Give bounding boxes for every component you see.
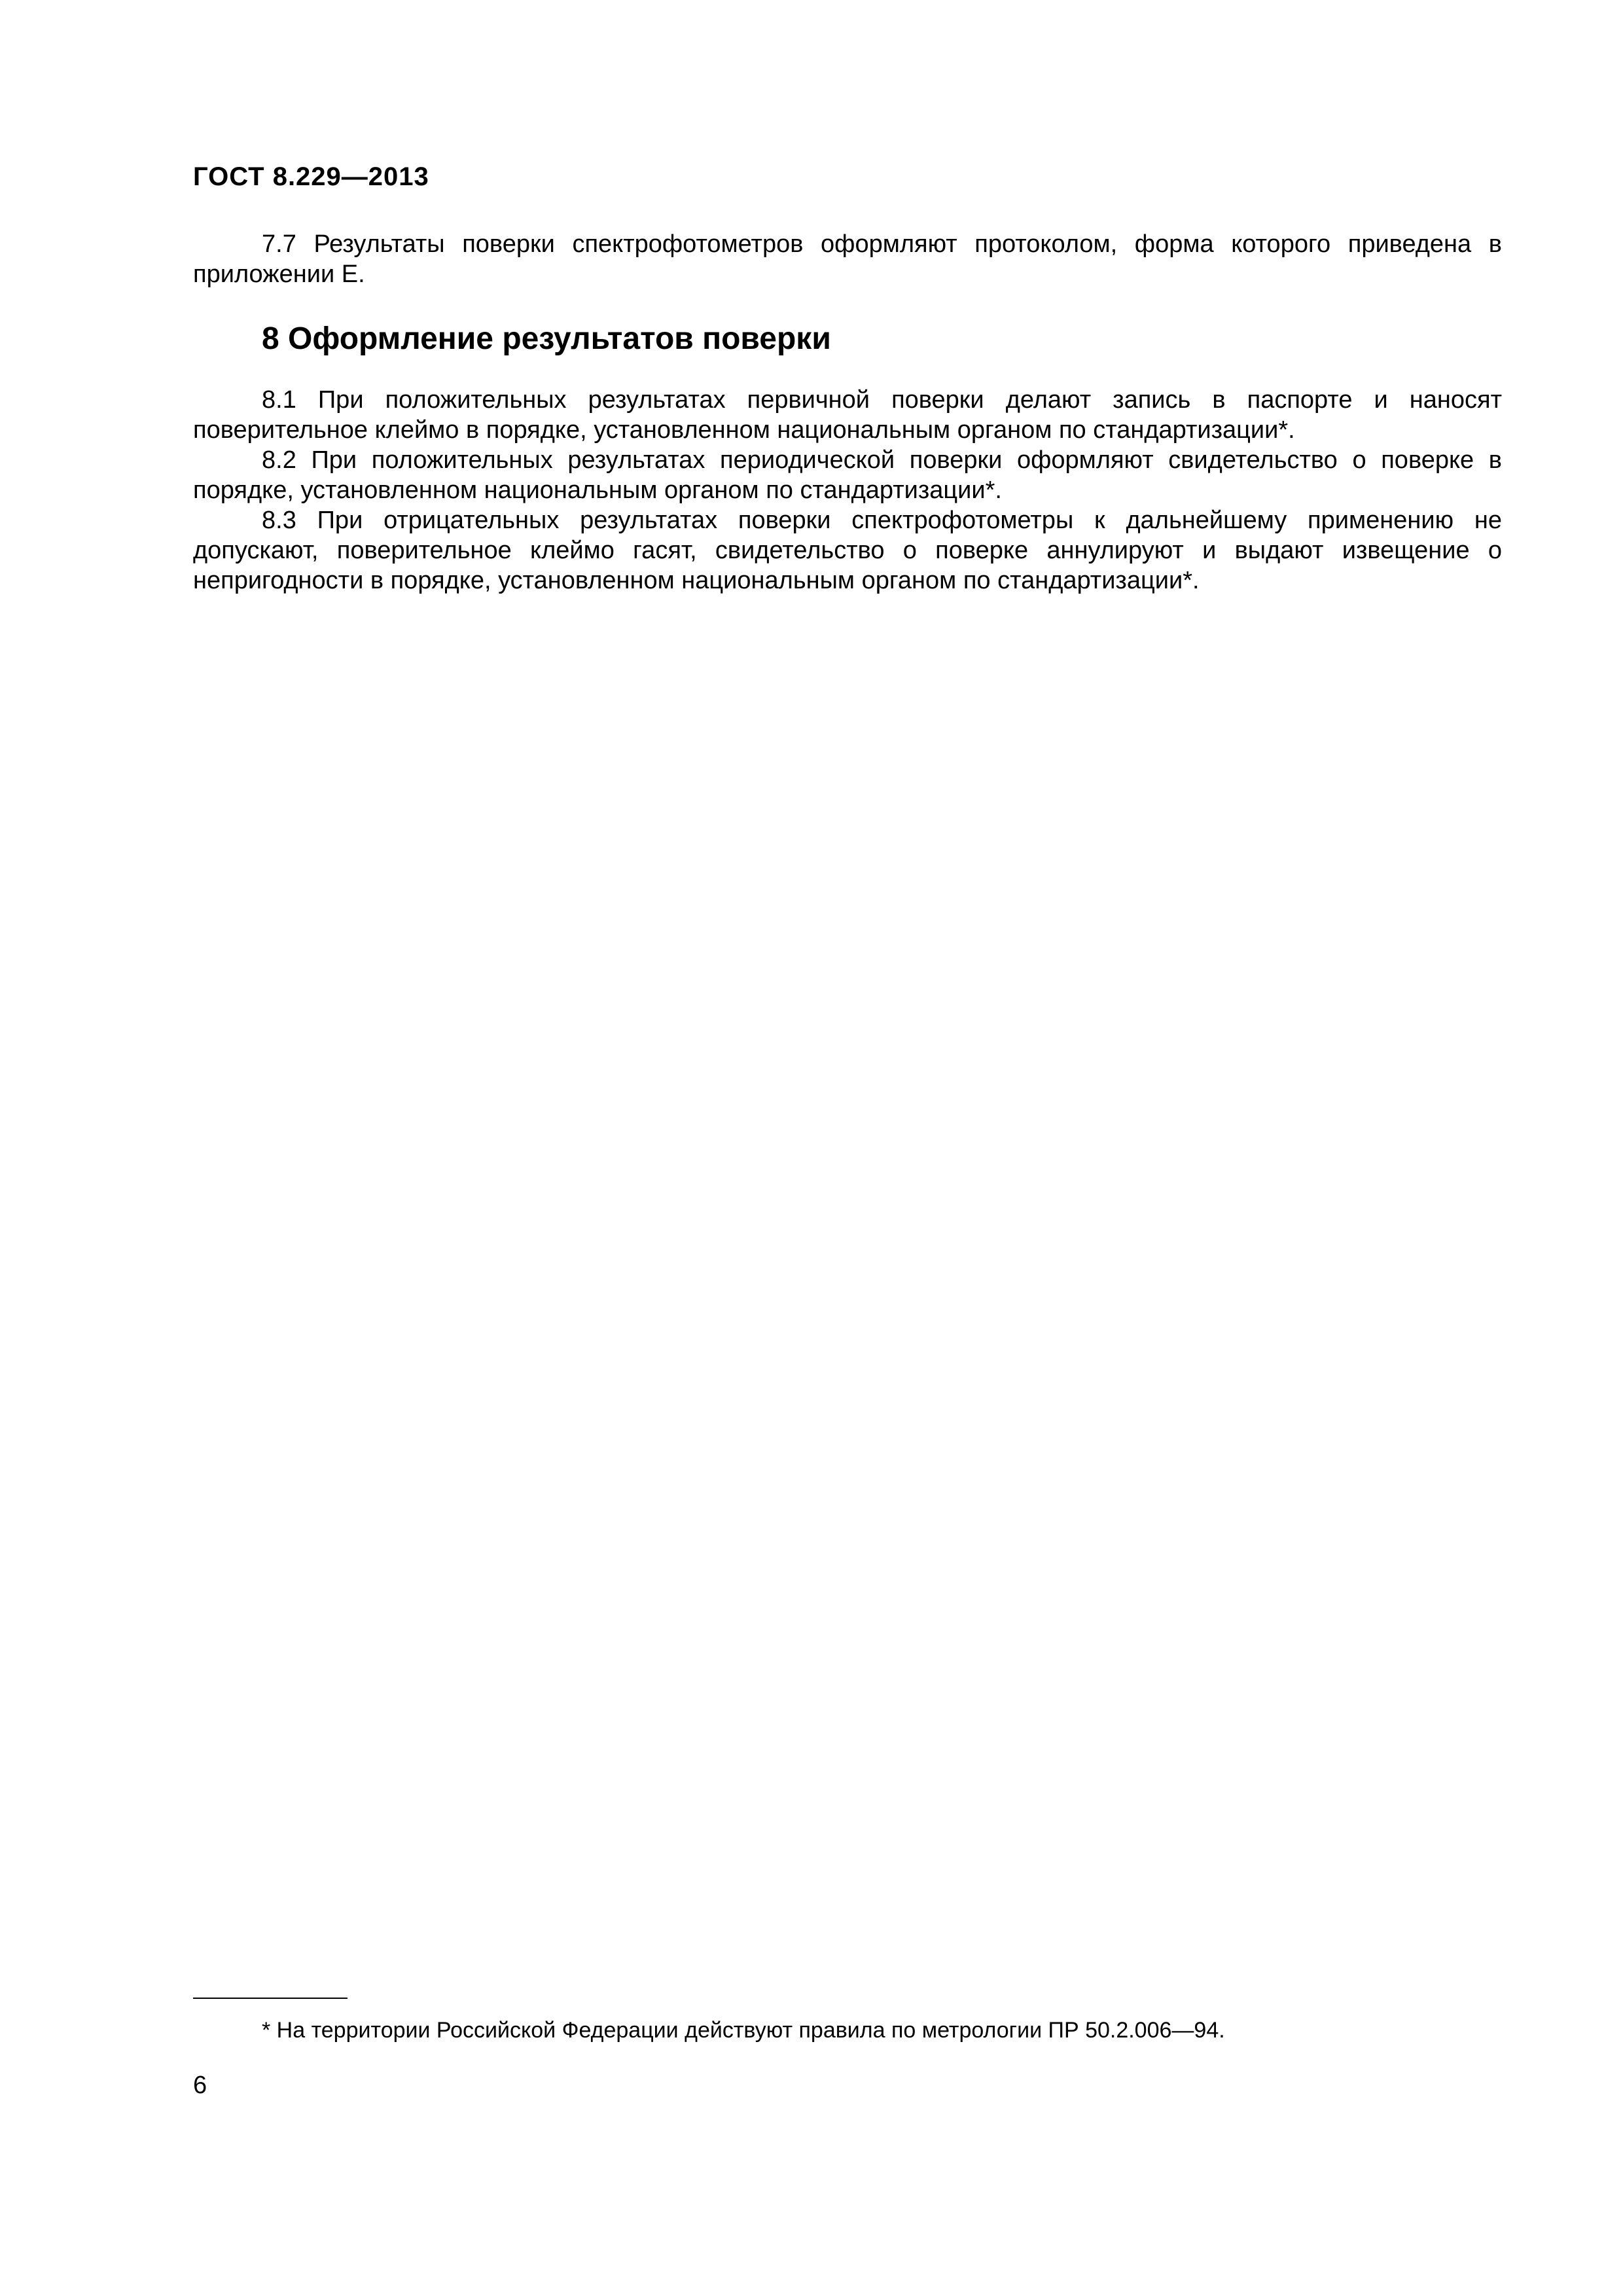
paragraph-8-2: 8.2 При положительных результатах периодической поверки оформляют свидетельство о поверке в порядке, установленном национальным органом по стандартизации*. bbox=[193, 446, 1502, 504]
paragraph-7-7: 7.7 Результаты поверки спектрофотометров оформляют протоколом, форма которого приведена в приложении Е. bbox=[193, 230, 1502, 288]
section-heading: 8 Оформление результатов поверки bbox=[262, 321, 831, 356]
footnote: * На территории Российской Федерации действуют правила по метрологии ПР 50.2.006—94. bbox=[262, 2018, 1225, 2043]
document-body bbox=[193, 229, 1502, 596]
footnote-divider bbox=[193, 1998, 348, 1999]
document-header: ГОСТ 8.229—2013 bbox=[193, 162, 429, 191]
paragraph-8-1: 8.1 При положительных результатах первичной поверки делают запись в паспорте и наносят поверительное клеймо в порядке, установленном национальным органом по стандартизации*. bbox=[193, 386, 1502, 444]
paragraph-8-3: 8.3 При отрицательных результатах поверки спектрофотометры к дальнейшему применению не допускают, поверительное клеймо гасят, свидетельство о поверке аннулируют и выдают извещение о непригодности в порядке, установленном национальным органом по стандартизации*. bbox=[193, 507, 1502, 594]
page-number: 6 bbox=[193, 2072, 207, 2099]
